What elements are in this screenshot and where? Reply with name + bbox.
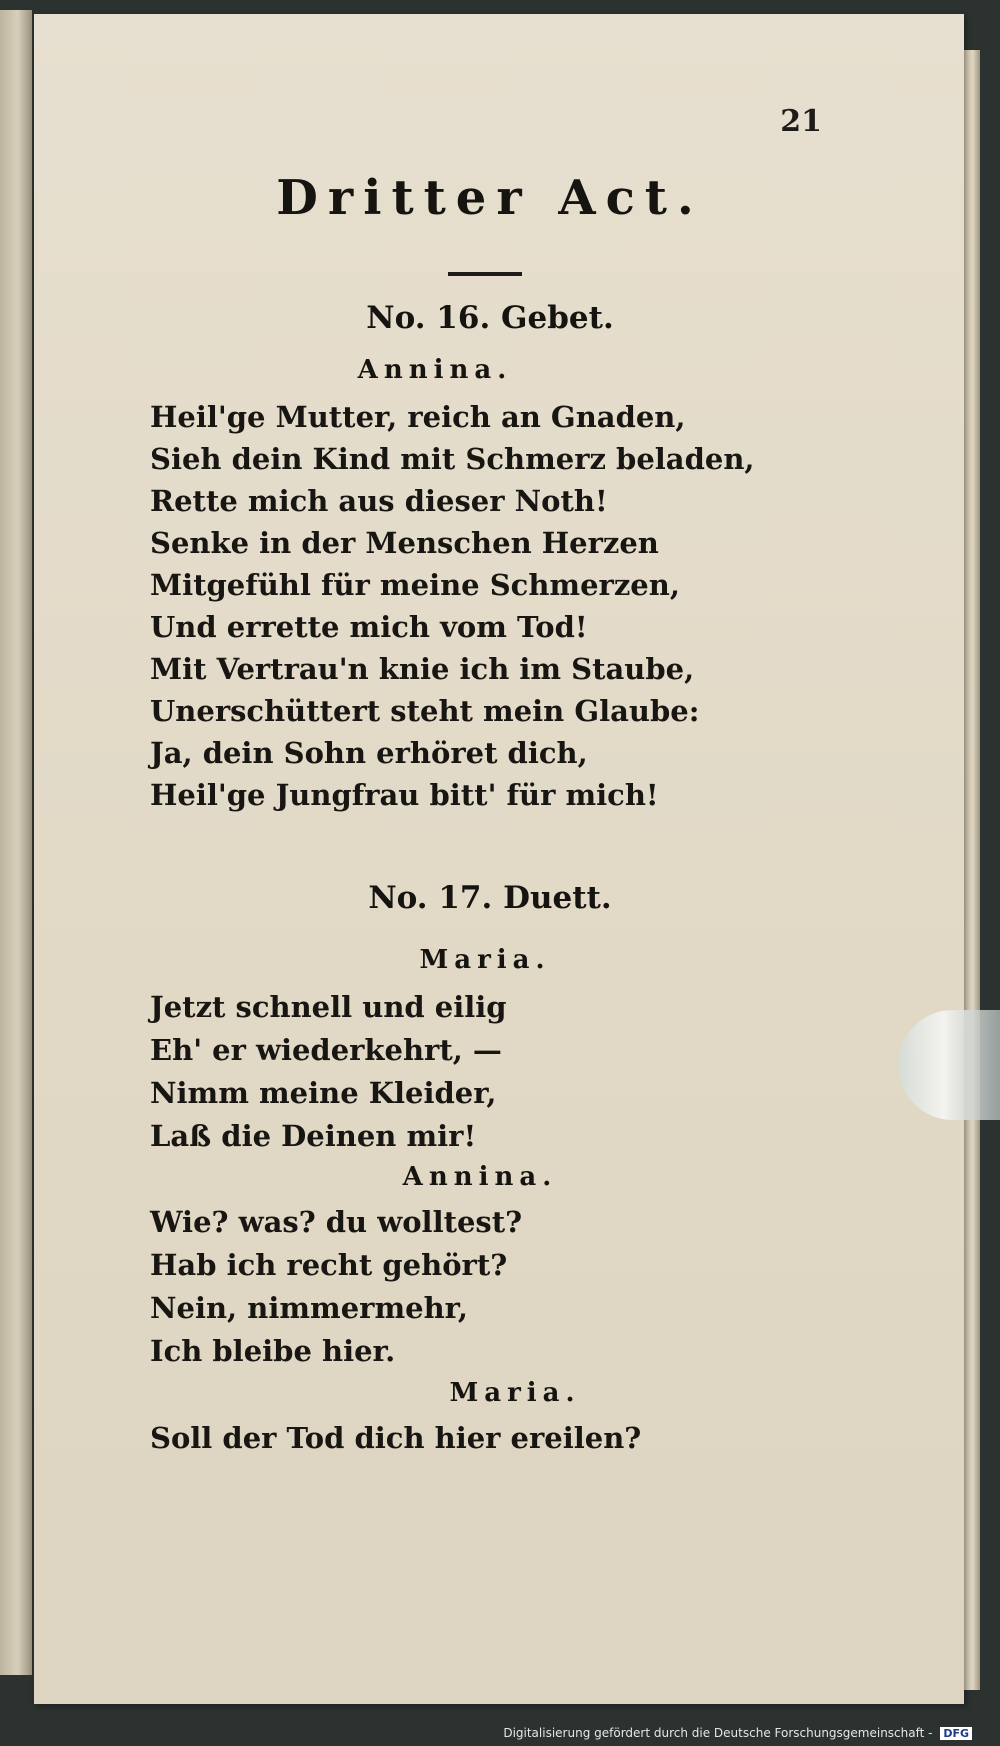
verse-line: Laß die Deinen mir! — [150, 1119, 477, 1153]
verse-line: Mitgefühl für meine Schmerzen, — [150, 568, 680, 602]
verse-line: Soll der Tod dich hier ereilen? — [150, 1421, 642, 1455]
verse-line: Wie? was? du wolltest? — [150, 1205, 523, 1239]
digitization-credit — [503, 1726, 972, 1740]
verse-line: Unerschüttert steht mein Glaube: — [150, 694, 700, 728]
speaker-name: Annina. — [357, 355, 513, 385]
speaker-name: Maria. — [449, 1378, 581, 1408]
verse-line: Nein, nimmermehr, — [150, 1291, 468, 1325]
section-heading: No. 16. Gebet. — [366, 300, 614, 336]
dfg-logo: DFG — [940, 1727, 972, 1740]
act-title: Dritter Act. — [276, 170, 704, 226]
verse-line: Nimm meine Kleider, — [150, 1076, 497, 1110]
section-heading: No. 17. Duett. — [368, 880, 612, 916]
credit-text: Digitalisierung gefördert durch die Deutsche Forschungsgemeinschaft - — [503, 1726, 933, 1740]
speaker-name: Annina. — [402, 1162, 558, 1192]
verse-line: Heil'ge Mutter, reich an Gnaden, — [150, 400, 686, 434]
verse-line: Sieh dein Kind mit Schmerz beladen, — [150, 442, 755, 476]
title-divider — [448, 272, 522, 276]
verse-line: Jetzt schnell und eilig — [150, 990, 507, 1024]
verse-line: Heil'ge Jungfrau bitt' für mich! — [150, 778, 659, 812]
page-number: 21 — [780, 104, 822, 139]
verse-line: Ich bleibe hier. — [150, 1334, 396, 1368]
verse-line: Eh' er wiederkehrt, — — [150, 1033, 502, 1067]
verse-line: Senke in der Menschen Herzen — [150, 526, 659, 560]
verse-line: Mit Vertrau'n knie ich im Staube, — [150, 652, 695, 686]
verse-line: Und errette mich vom Tod! — [150, 610, 588, 644]
verse-line: Hab ich recht gehört? — [150, 1248, 508, 1282]
verse-line: Ja, dein Sohn erhöret dich, — [150, 736, 588, 770]
speaker-name: Maria. — [419, 945, 551, 975]
verse-line: Rette mich aus dieser Noth! — [150, 484, 608, 518]
